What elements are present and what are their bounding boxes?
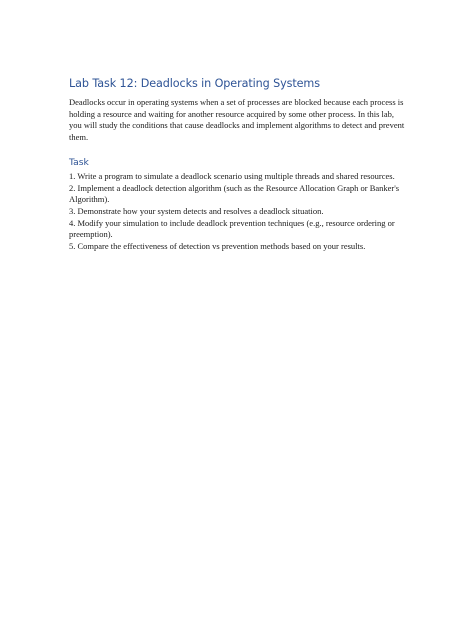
task-item-1: 1. Write a program to simulate a deadlock scenario using multiple threads and shared resources. xyxy=(69,170,395,181)
task-list xyxy=(69,171,405,253)
task-item-4: 4. Modify your simulation to include deadlock prevention techniques (e.g., resource ordering or preemption). xyxy=(69,217,395,240)
intro-paragraph: Deadlocks occur in operating systems when a set of processes are blocked because each process is holding a resource and waiting for another resource acquired by some other process. In this lab, you will study the conditions that cause deadlocks and implement algorithms to detect and prevent them. xyxy=(69,97,405,143)
page-title: Lab Task 12: Deadlocks in Operating Systems xyxy=(69,77,320,90)
task-item-3: 3. Demonstrate how your system detects and resolves a deadlock situation. xyxy=(69,205,324,216)
document-body xyxy=(69,76,405,253)
task-item-5: 5. Compare the effectiveness of detection vs prevention methods based on your results. xyxy=(69,241,366,252)
task-heading: Task xyxy=(69,156,89,168)
task-item-2: 2. Implement a deadlock detection algorithm (such as the Resource Allocation Graph or Banker's Algorithm). xyxy=(69,182,400,205)
